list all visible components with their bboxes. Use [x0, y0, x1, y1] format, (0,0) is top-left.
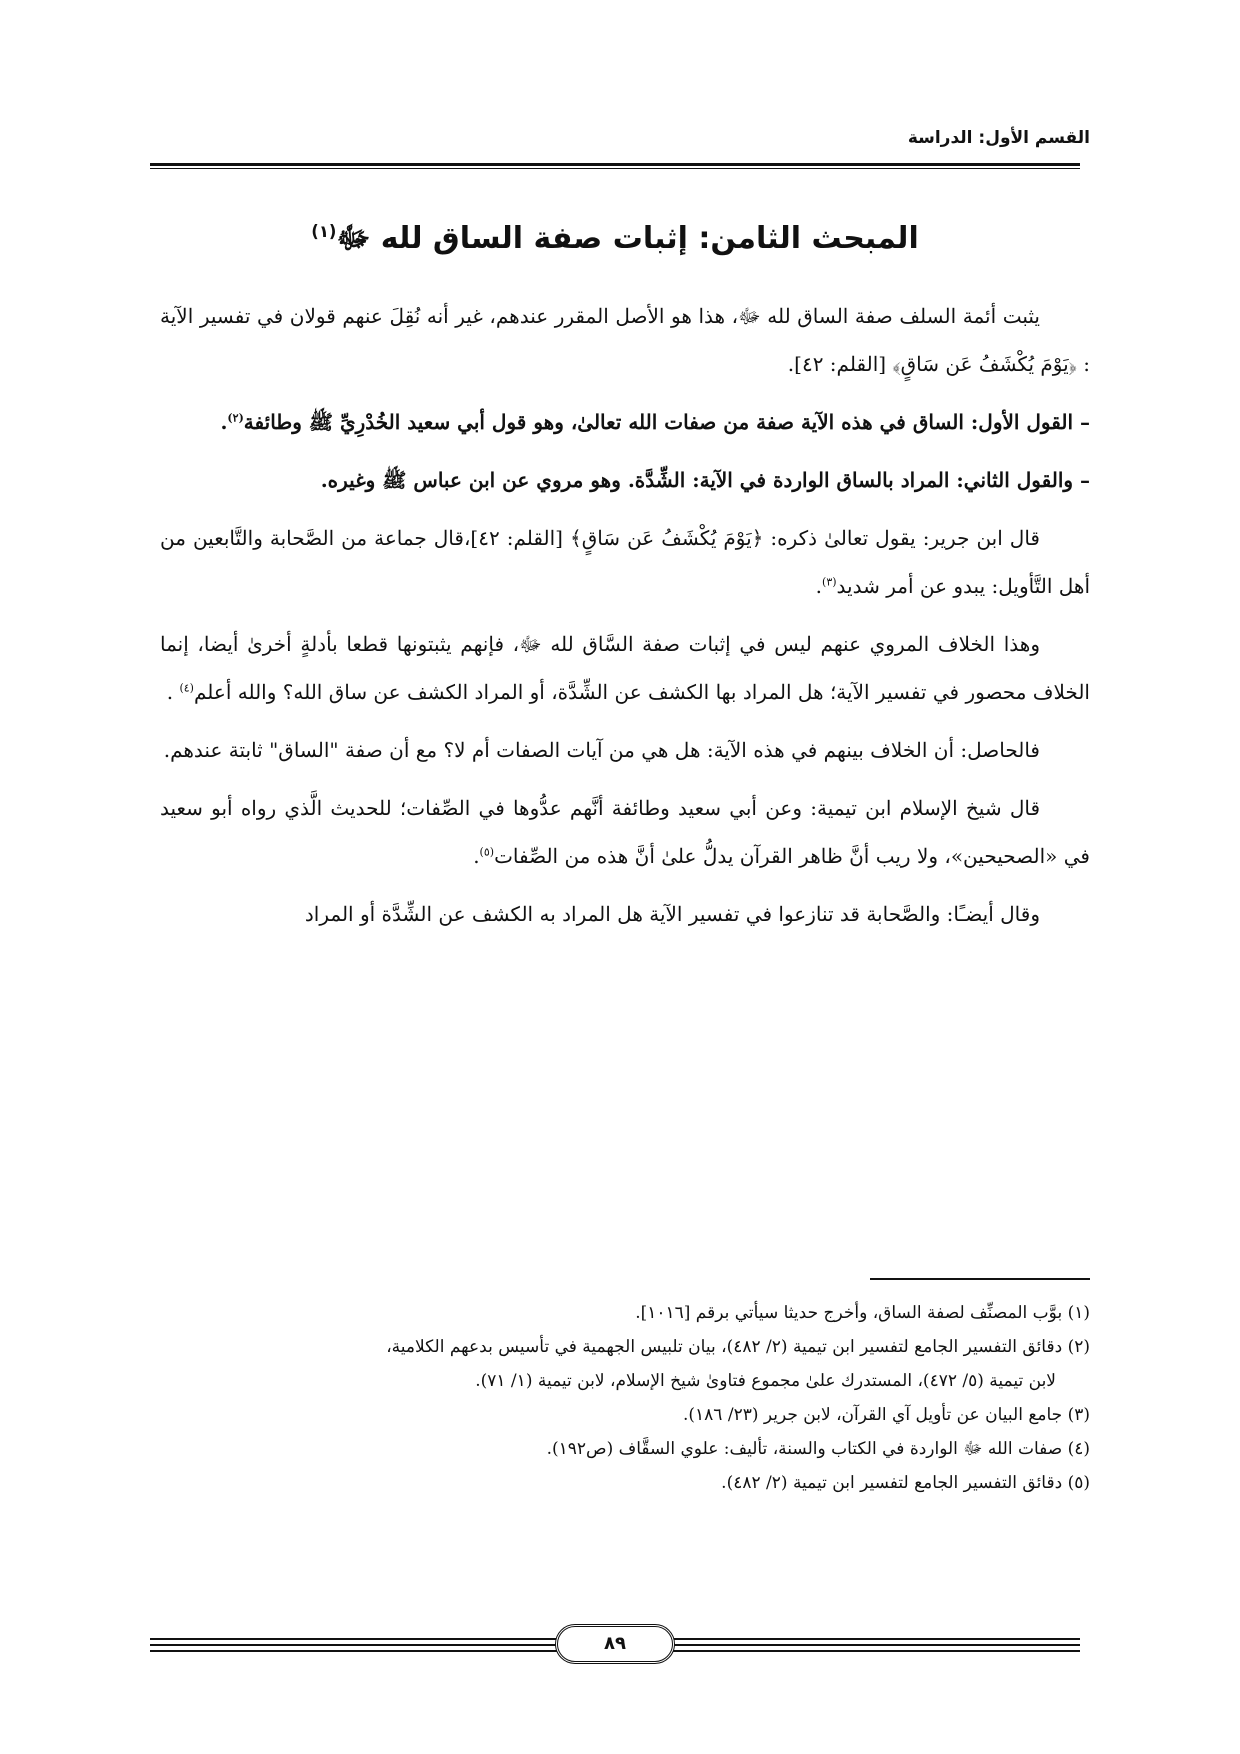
paragraph-ibn-taymiyyah [160, 784, 1090, 880]
ibn-taymiyyah-end: . [473, 844, 480, 868]
ibn-jarir-end: . [815, 574, 823, 598]
footnote-5: (٥) دقائق التفسير الجامع لتفسير ابن تيمية (٢/ ٤٨٢). [721, 1473, 1090, 1493]
paragraph-1: يثبت أئمة السلف صفة الساق لله ﷻ، هذا هو الأصل المقرر عندهم، غير أنه نُقِلَ عنهم قولان في تفسير الآية : ﴿يَوْمَ يُكْشَفُ عَن سَاقٍ﴾ [القلم: ٤٢]. [160, 304, 1090, 376]
paragraph-conclusion: فالحاصل: أن الخلاف بينهم في هذه الآية: هل هي من آيات الصفات أم لا؟ مع أن صفة "الساق" ثابتة عندهم. [163, 738, 1040, 762]
paragraph-ibn-jarir [160, 514, 1090, 610]
footnote-ref-2[interactable]: (٢) [227, 411, 244, 425]
paragraph-second-opinion: – والقول الثاني: المراد بالساق الواردة في الآية: الشِّدَّة. وهو مروي عن ابن عباس ﷺ وغيره. [320, 468, 1090, 492]
footnote-separator [870, 1278, 1090, 1280]
footnote-2-continued: لابن تيمية (٥/ ٤٧٢)، المستدرك علىٰ مجموع فتاوىٰ شيخ الإسلام، لابن تيمية (١/ ٧١). [475, 1371, 1056, 1391]
body-text [160, 292, 1090, 948]
footnote-ref-5[interactable]: (٥) [479, 845, 495, 859]
paragraph-dispute [160, 620, 1090, 716]
ibn-taymiyyah-text: قال شيخ الإسلام ابن تيمية: وعن أبي سعيد وطائفة أنَّهم عدُّوها في الصِّفات؛ للحديث الَّذي رواه أبو سعيد في «الصحيحين»، ولا ريب أنَّ ظاهر القرآن يدلُّ علىٰ أنَّ هذه من الصِّفات [160, 796, 1090, 868]
footnote-ref-1[interactable]: (١) [311, 222, 337, 241]
first-opinion-end: . [220, 410, 228, 434]
running-header: القسم الأول: الدراسة [907, 128, 1090, 148]
footnote-ref-4[interactable]: (٤) [179, 681, 194, 695]
footnote-3: (٣) جامع البيان عن تأويل آي القرآن، لابن جرير (٢٣/ ١٨٦). [683, 1405, 1090, 1425]
first-opinion-text: – القول الأول: الساق في هذه الآية صفة من صفات الله تعالىٰ، وهو قول أبي سعيد الخُدْرِيِّ ﷺ وطائفة [243, 410, 1090, 434]
header-rule [150, 163, 1080, 169]
page-number: ٨٩ [555, 1624, 675, 1664]
dispute-text: وهذا الخلاف المروي عنهم ليس في إثبات صفة السَّاق لله ﷻ، فإنهم يثبتونها قطعا بأدلةٍ أخرىٰ أيضا، إنما الخلاف محصور في تفسير الآية؛ هل المراد بها الكشف عن الشِّدَّة، أو المراد الكشف عن ساق الله؟ والله أعلم [160, 632, 1090, 704]
ibn-jarir-text: قال ابن جرير: يقول تعالىٰ ذكره: ﴿يَوْمَ يُكْشَفُ عَن سَاقٍ﴾ [القلم: ٤٢]،قال جماعة من الصَّحابة والتَّابعين من أهل التَّأويل: يبدو عن أمر شديد [160, 526, 1090, 598]
footnote-1: (١) بوَّب المصنِّف لصفة الساق، وأخرج حديثا سيأتي برقم [١٠١٦]. [635, 1303, 1090, 1323]
footnote-4: (٤) صفات الله ﷻ الواردة في الكتاب والسنة، تأليف: علوي السقَّاف (ص١٩٢). [546, 1439, 1090, 1459]
section-heading [150, 220, 1080, 263]
section-title: المبحث الثامن: إثبات صفة الساق لله ﷻ [336, 221, 919, 256]
footnotes [160, 1296, 1090, 1500]
paragraph-companions: وقال أيضـًا: والصَّحابة قد تنازعوا في تفسير الآية هل المراد به الكشف عن الشِّدَّة أو المراد [304, 902, 1040, 926]
footnote-2: (٢) دقائق التفسير الجامع لتفسير ابن تيمية (٢/ ٤٨٢)، بيان تلبيس الجهمية في تأسيس بدعهم الكلامية، [386, 1337, 1090, 1357]
paragraph-first-opinion [160, 398, 1090, 446]
dispute-end: . [166, 680, 180, 704]
footnote-ref-3[interactable]: (٣) [822, 575, 837, 589]
